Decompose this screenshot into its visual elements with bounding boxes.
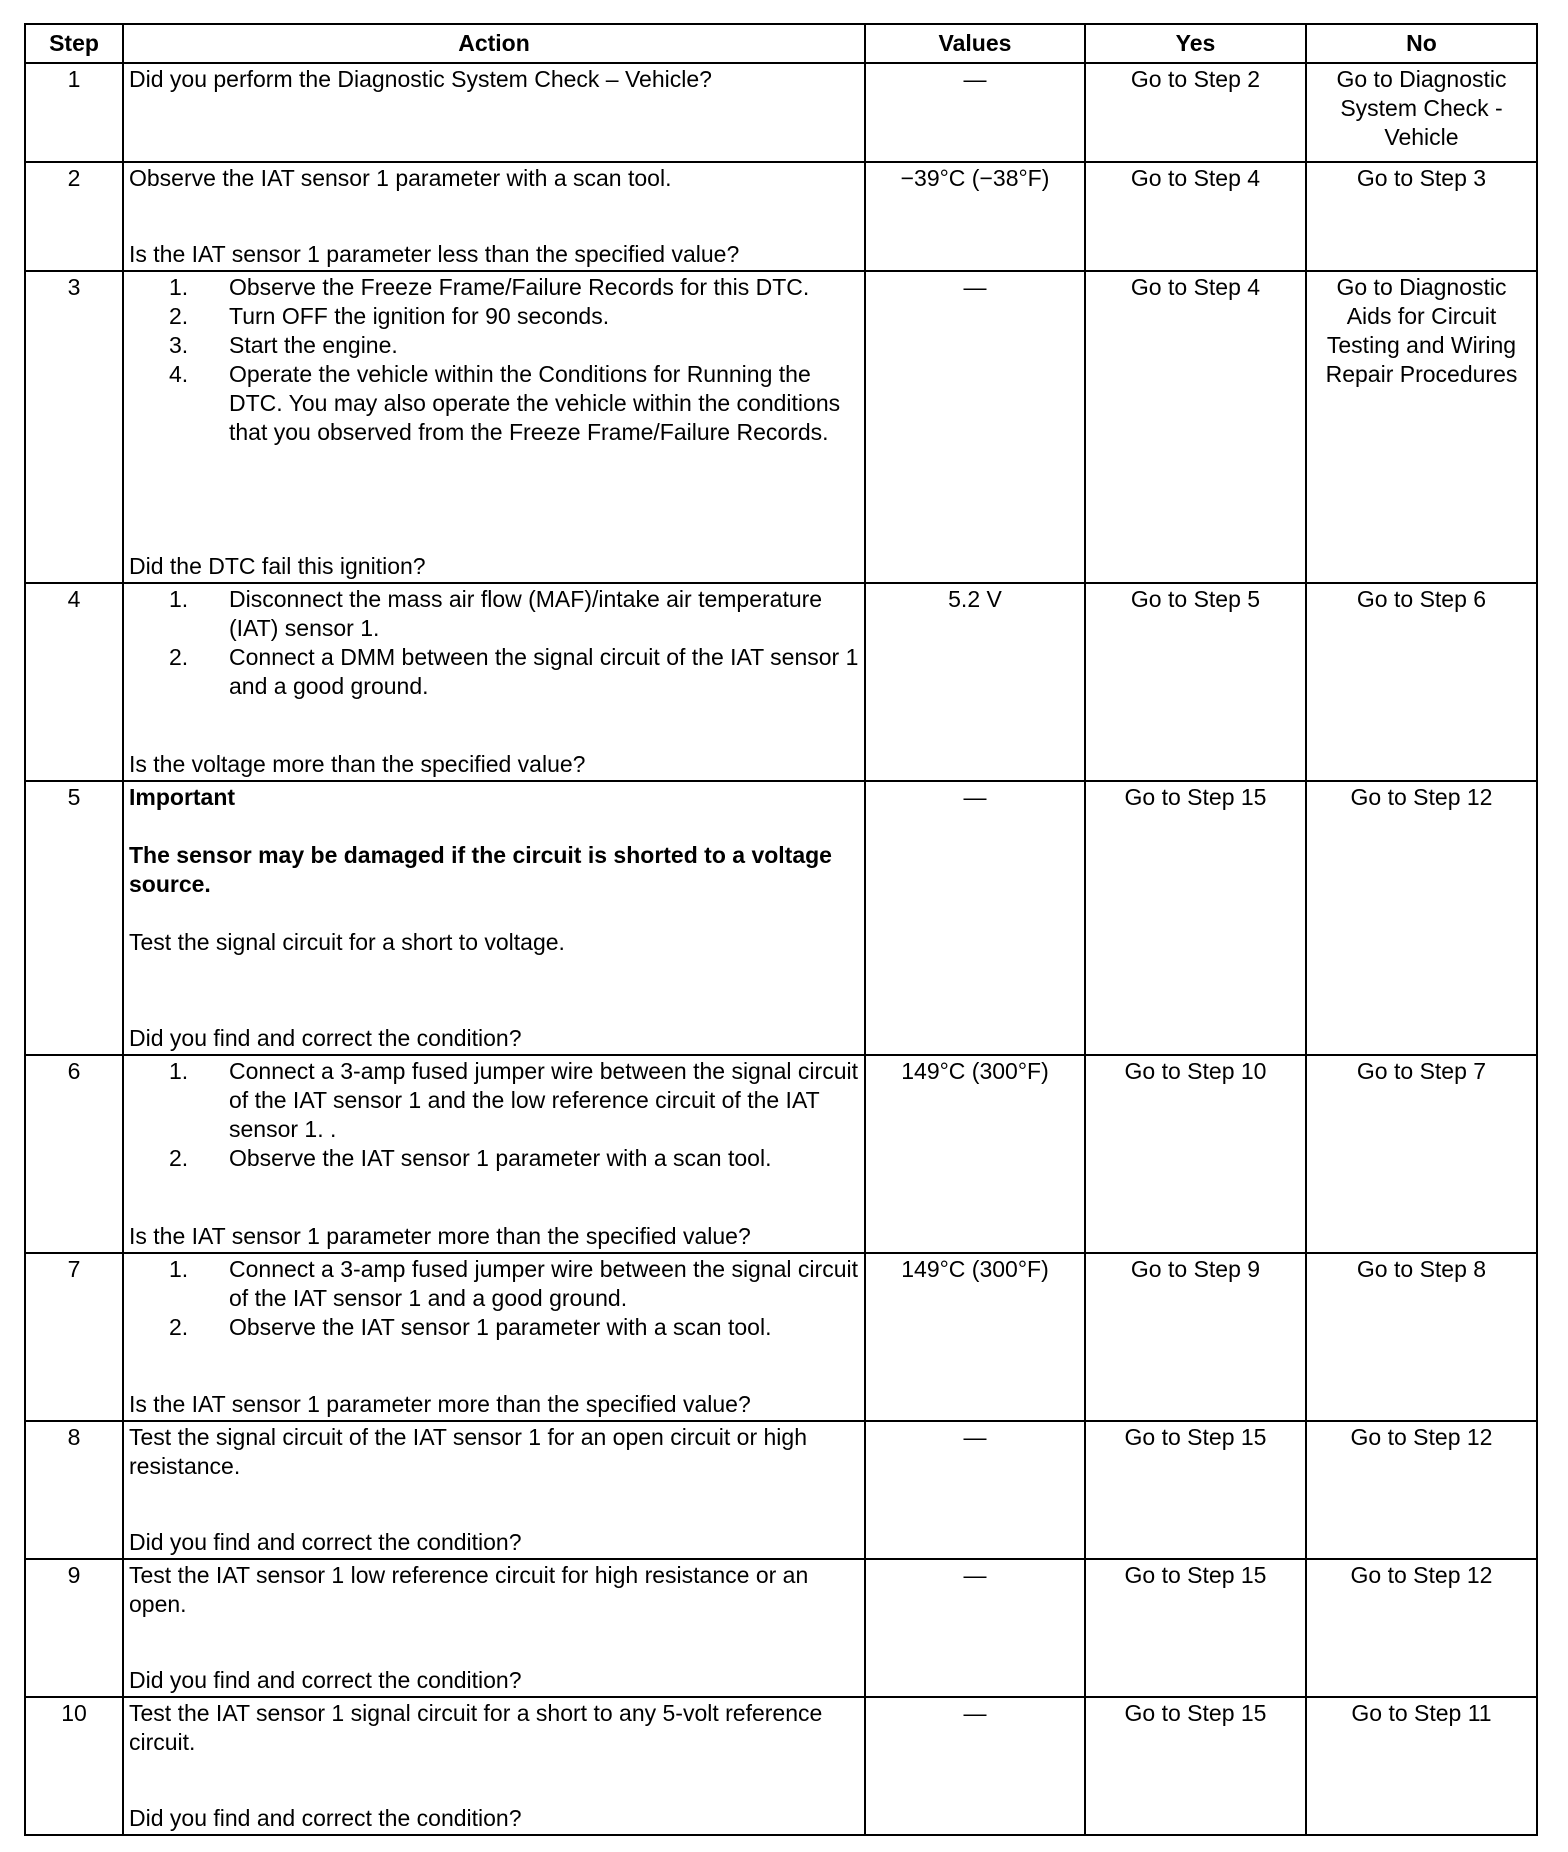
no-cell: Go to Step 11 [1306, 1697, 1537, 1835]
value-cell: 149°C (300°F) [865, 1253, 1085, 1421]
step-number: 9 [25, 1559, 123, 1697]
list-item: 3. Start the engine. [169, 332, 398, 358]
table-row [25, 1055, 1537, 1253]
no-cell: Go to Step 6 [1306, 583, 1537, 781]
no-cell: Go to Step 12 [1306, 1421, 1537, 1559]
table-row [25, 1559, 1537, 1697]
table-row [25, 63, 1537, 162]
action-text: Test the IAT sensor 1 low reference circuit for high resistance or an open. [129, 1562, 809, 1617]
action-text: Did you perform the Diagnostic System Check – Vehicle? [129, 66, 712, 92]
action-text: Test the signal circuit for a short to voltage. [129, 929, 565, 955]
step-number: 3 [25, 271, 123, 583]
action-question: Did you find and correct the condition? [129, 1025, 522, 1051]
no-cell: Go to Diagnostic Aids for Circuit Testing and Wiring Repair Procedures [1306, 271, 1537, 583]
action-cell [123, 1055, 865, 1253]
yes-cell: Go to Step 5 [1085, 583, 1306, 781]
value-cell: 5.2 V [865, 583, 1085, 781]
table-row [25, 781, 1537, 1055]
step-number: 6 [25, 1055, 123, 1253]
yes-cell: Go to Step 10 [1085, 1055, 1306, 1253]
action-question: Is the IAT sensor 1 parameter more than the specified value? [129, 1391, 751, 1417]
yes-cell: Go to Step 15 [1085, 781, 1306, 1055]
action-question: Did the DTC fail this ignition? [129, 553, 426, 579]
list-item: 1. Connect a 3-amp fused jumper wire between the signal circuit of the IAT sensor 1 and the low reference circuit of the IAT sensor 1. . [169, 1058, 858, 1142]
action-cell [123, 583, 865, 781]
list-item: 2. Connect a DMM between the signal circuit of the IAT sensor 1 and a good ground. [169, 644, 859, 699]
value-cell: — [865, 781, 1085, 1055]
header-action: Action [123, 24, 865, 63]
list-item: 1. Disconnect the mass air flow (MAF)/intake air temperature (IAT) sensor 1. [169, 586, 823, 641]
action-text: Test the signal circuit of the IAT sensor 1 for an open circuit or high resistance. [129, 1424, 807, 1479]
list-item: 4. Operate the vehicle within the Conditions for Running the DTC. You may also operate the vehicle within the conditions that you observed from the Freeze Frame/Failure Records. [169, 361, 841, 445]
step-number: 10 [25, 1697, 123, 1835]
action-cell [123, 1559, 865, 1697]
action-text: Observe the IAT sensor 1 parameter with a scan tool. [129, 165, 672, 191]
list-item: 1. Connect a 3-amp fused jumper wire between the signal circuit of the IAT sensor 1 and a good ground. [169, 1256, 858, 1311]
value-cell: — [865, 63, 1085, 162]
diagnostic-table-container [24, 23, 1538, 1836]
table-row [25, 271, 1537, 583]
action-cell [123, 1253, 865, 1421]
value-cell: — [865, 1559, 1085, 1697]
action-question: Is the voltage more than the specified value? [129, 751, 586, 777]
yes-cell: Go to Step 4 [1085, 162, 1306, 271]
action-question: Is the IAT sensor 1 parameter more than the specified value? [129, 1223, 751, 1249]
step-number: 1 [25, 63, 123, 162]
action-text: Test the IAT sensor 1 signal circuit for a short to any 5-volt reference circuit. [129, 1700, 823, 1755]
action-cell [123, 271, 865, 583]
procedure-list [129, 1057, 859, 1173]
action-cell [123, 781, 865, 1055]
yes-cell: Go to Step 15 [1085, 1559, 1306, 1697]
yes-cell: Go to Step 4 [1085, 271, 1306, 583]
step-number: 8 [25, 1421, 123, 1559]
list-item: 2. Observe the IAT sensor 1 parameter with a scan tool. [169, 1314, 772, 1340]
step-number: 7 [25, 1253, 123, 1421]
no-cell: Go to Diagnostic System Check - Vehicle [1306, 63, 1537, 162]
list-item: 2. Observe the IAT sensor 1 parameter with a scan tool. [169, 1145, 772, 1171]
value-cell: — [865, 1697, 1085, 1835]
header-step: Step [25, 24, 123, 63]
step-number: 2 [25, 162, 123, 271]
step-number: 4 [25, 583, 123, 781]
important-label: Important [129, 784, 236, 810]
yes-cell: Go to Step 2 [1085, 63, 1306, 162]
action-cell [123, 1697, 865, 1835]
table-row [25, 1421, 1537, 1559]
header-no: No [1306, 24, 1537, 63]
value-cell: — [865, 1421, 1085, 1559]
table-row [25, 583, 1537, 781]
yes-cell: Go to Step 15 [1085, 1697, 1306, 1835]
table-row [25, 1253, 1537, 1421]
no-cell: Go to Step 7 [1306, 1055, 1537, 1253]
action-question: Did you find and correct the condition? [129, 1805, 522, 1831]
procedure-list [129, 1255, 859, 1342]
list-item: 2. Turn OFF the ignition for 90 seconds. [169, 303, 610, 329]
header-yes: Yes [1085, 24, 1306, 63]
procedure-list [129, 273, 859, 447]
value-cell: — [865, 271, 1085, 583]
no-cell: Go to Step 8 [1306, 1253, 1537, 1421]
no-cell: Go to Step 12 [1306, 1559, 1537, 1697]
header-values: Values [865, 24, 1085, 63]
no-cell: Go to Step 12 [1306, 781, 1537, 1055]
no-cell: Go to Step 3 [1306, 162, 1537, 271]
action-question: Is the IAT sensor 1 parameter less than the specified value? [129, 241, 740, 267]
table-row [25, 1697, 1537, 1835]
action-question: Did you find and correct the condition? [129, 1667, 522, 1693]
yes-cell: Go to Step 15 [1085, 1421, 1306, 1559]
yes-cell: Go to Step 9 [1085, 1253, 1306, 1421]
step-number: 5 [25, 781, 123, 1055]
action-cell [123, 1421, 865, 1559]
procedure-list [129, 585, 859, 701]
important-warning: The sensor may be damaged if the circuit is shorted to a voltage source. [129, 842, 832, 897]
action-cell [123, 63, 865, 162]
value-cell: −39°C (−38°F) [865, 162, 1085, 271]
action-question: Did you find and correct the condition? [129, 1529, 522, 1555]
action-cell [123, 162, 865, 271]
diagnostic-table [24, 23, 1538, 1836]
value-cell: 149°C (300°F) [865, 1055, 1085, 1253]
list-item: 1. Observe the Freeze Frame/Failure Records for this DTC. [169, 274, 810, 300]
header-row [25, 24, 1537, 63]
table-row [25, 162, 1537, 271]
